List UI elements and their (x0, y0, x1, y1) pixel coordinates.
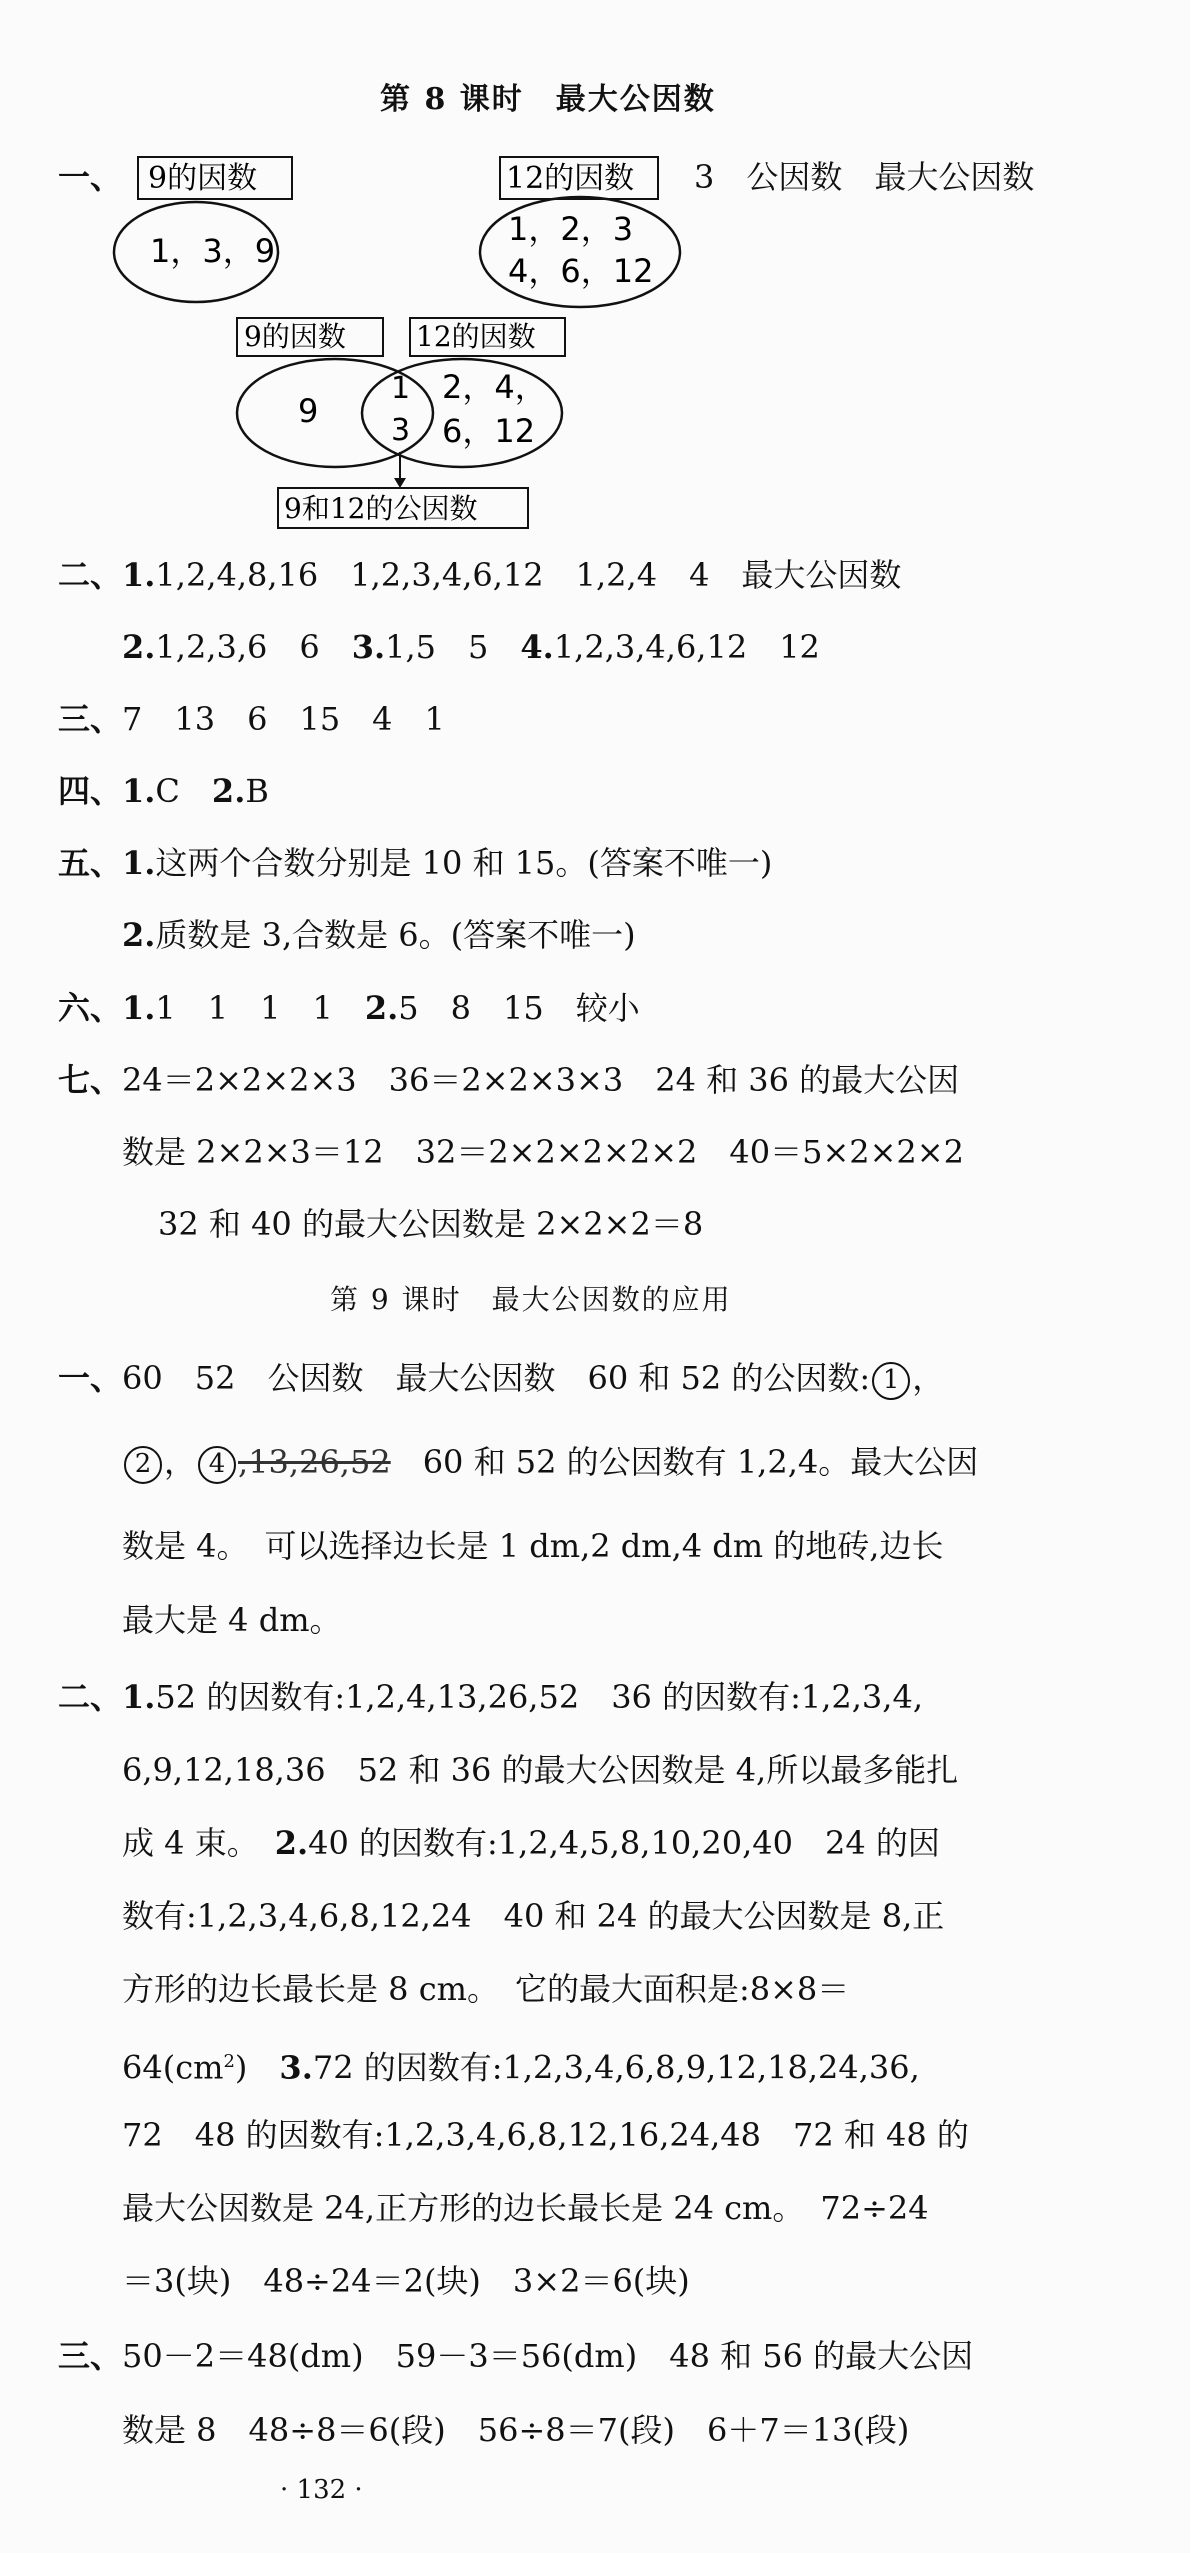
lesson8-title: 第 8 课时 最大公因数 (380, 82, 716, 117)
q4-line: 四、1.C 2.B (58, 772, 269, 810)
box-factors-of-12-label: 12的因数 (506, 161, 635, 196)
l9-q2-line3: 成 4 束。 2.40 的因数有:1,2,4,5,8,10,20,40 24 的因 (122, 1824, 940, 1862)
venn-box-9-label: 9的因数 (244, 320, 346, 353)
l9-q1-line1: 一、60 52 公因数 最大公因数 60 和 52 的公因数: 1 ， (58, 1356, 944, 1400)
l9-q3-line1: 三、50－2＝48(dm) 59－3＝56(dm) 48 和 56 的最大公因 (58, 2337, 974, 2375)
q5-line2: 2.质数是 3,合数是 6。(答案不唯一) (122, 916, 636, 954)
l9-q2-line6: $64(cm^2)$ 3.72 的因数有:1,2,3,4,6,8,9,12,18,24,36, (122, 2048, 920, 2087)
l9-q2-line4: 数有:1,2,3,4,6,8,12,24 40 和 24 的最大公因数是 8,正 (122, 1897, 945, 1935)
page-number: · 132 · (280, 2475, 363, 2505)
box-factors-of-9-label: 9的因数 (148, 161, 258, 196)
lesson9-title: 第 9 课时 最大公因数的应用 (330, 1283, 732, 1316)
q3-line: 三、7 13 6 15 4 1 (58, 700, 445, 738)
l9-q2-line1: 二、1.52 的因数有:1,2,4,13,26,52 36 的因数有:1,2,3,4, (58, 1678, 923, 1716)
set-12-row1: 1，2，3 (508, 210, 634, 248)
circled-2: 2 (124, 1446, 162, 1484)
venn-right-row2: 6，12 (442, 412, 536, 450)
l9-q2-line5: 方形的边长最长是 8 cm。 它的最大面积是:8×8＝ (122, 1970, 850, 2008)
circled-4: 4 (198, 1446, 236, 1484)
venn-mid-value-2: 3 (391, 413, 411, 448)
l9-q1-line4: 最大是 4 dm。 (122, 1601, 342, 1639)
venn-left-value: 9 (298, 392, 319, 430)
venn-mid-value-1: 1 (391, 371, 411, 406)
factor-sets-diagram (0, 0, 1190, 530)
q6-line: 六、1.1 1 1 1 2.5 8 15 较小 (58, 989, 640, 1027)
venn-box-12-label: 12的因数 (416, 320, 536, 353)
q7-line2: 数是 2×2×3＝12 32＝2×2×2×2×2 40＝5×2×2×2 (122, 1133, 964, 1171)
l9-q2-line2: 6,9,12,18,36 52 和 36 的最大公因数是 4,所以最多能扎 (122, 1751, 959, 1789)
q7-line3: 32 和 40 的最大公因数是 2×2×2＝8 (158, 1205, 704, 1243)
q7-line1: 七、24＝2×2×2×3 36＝2×2×3×3 24 和 36 的最大公因 (58, 1061, 960, 1099)
q2-line2: 2.1,2,3,6 6 3.1,5 5 4.1,2,3,4,6,12 12 (122, 628, 820, 666)
l9-q1-line2: 2 ， 4 ,13,26,52 60 和 52 的公因数有 1,2,4。最大公因 (122, 1440, 978, 1484)
l9-q3-line2: 数是 8 48÷8＝6(段) 56÷8＝7(段) 6＋7＝13(段) (122, 2411, 910, 2449)
circled-1: 1 (872, 1362, 910, 1400)
l9-q2-line8: 最大公因数是 24,正方形的边长最长是 24 cm。 72÷24 (122, 2189, 929, 2227)
q1-answers: 3 公因数 最大公因数 (694, 158, 1035, 196)
l9-q1-line3: 数是 4。 可以选择边长是 1 dm,2 dm,4 dm 的地砖,边长 (122, 1527, 944, 1565)
q2-line1: 二、1.1,2,4,8,16 1,2,3,4,6,12 1,2,4 4 最大公因数 (58, 556, 902, 594)
l9-q2-line9: ＝3(块) 48÷24＝2(块) 3×2＝6(块) (122, 2262, 690, 2300)
set-12-row2: 4，6，12 (508, 252, 654, 290)
q1-label: 一、 (58, 158, 123, 196)
l9-q2-line7: 72 48 的因数有:1,2,3,4,6,8,12,16,24,48 72 和 48 的 (122, 2116, 969, 2154)
q5-line1: 五、1.这两个合数分别是 10 和 15。(答案不唯一) (58, 844, 773, 882)
venn-common-label: 9和12的公因数 (284, 492, 478, 525)
venn-right-row1: 2，4， (442, 368, 547, 406)
venn-arrow-head (394, 478, 406, 488)
set-9-values: 1，3，9 (150, 232, 276, 270)
struck-factors: ,13,26,52 (238, 1443, 391, 1481)
